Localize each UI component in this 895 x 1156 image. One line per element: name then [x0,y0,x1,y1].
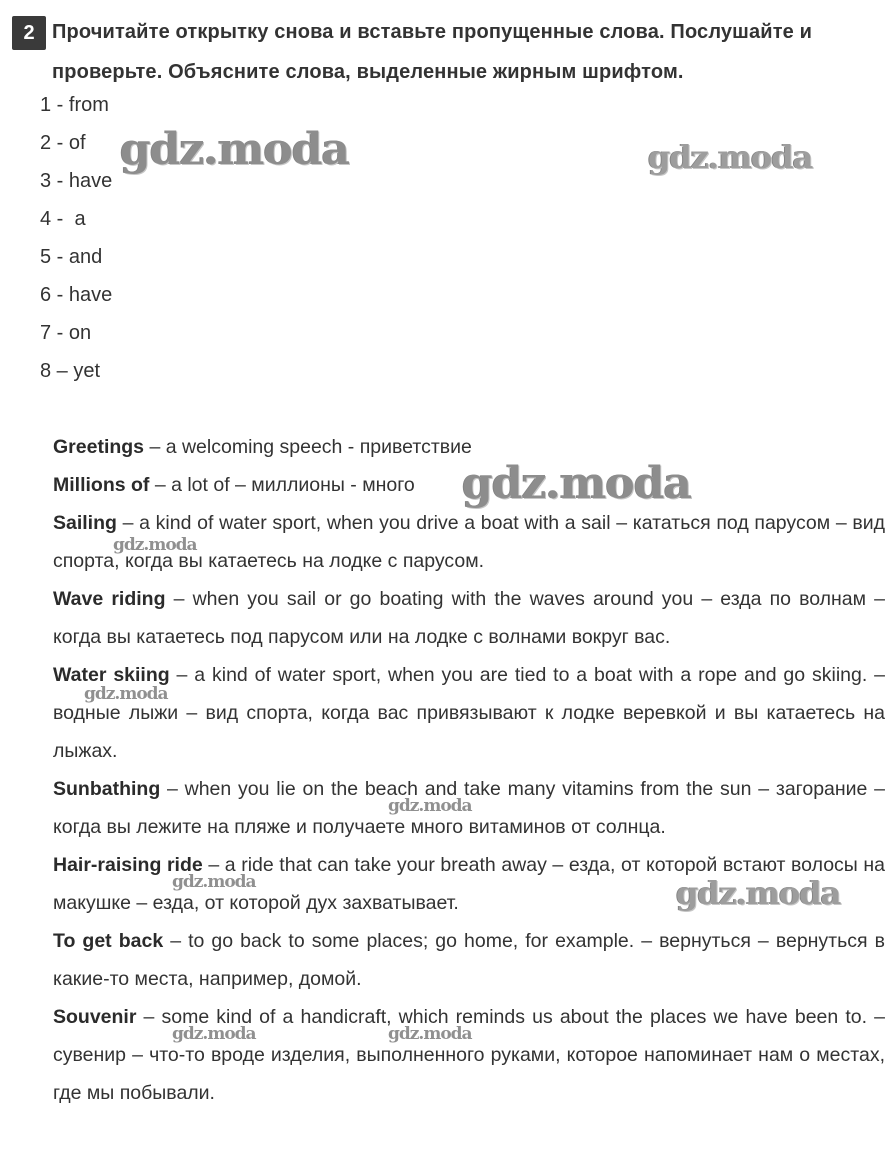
glossary [53,428,885,1112]
answer-item: 5 - and [40,246,103,268]
watermark: gdz.moda [676,874,841,912]
task-instruction: Прочитайте открытку снова и вставьте пропущенные слова. Послушайте и проверьте. Объясните слова, выделенные жирным шрифтом. [52,21,813,83]
glossary-definition: – to go back to some places; go home, for example. – вернуться – вернуться в какие-то места, например, домой. [53,930,885,990]
glossary-definition: – a kind of water sport, when you drive a boat with a sail – кататься под парусом – вид спорта, когда вы катаетесь на лодке с парусом. [53,512,885,572]
watermark: gdz.moda [120,124,350,175]
glossary-term: Millions of [53,474,150,496]
watermark: gdz.moda [172,1024,256,1044]
glossary-term: To get back [53,930,164,952]
glossary-entry [53,922,885,998]
glossary-entry [53,580,885,656]
glossary-entry [53,428,885,466]
watermark: gdz.moda [113,535,197,555]
glossary-term: Wave riding [53,588,166,610]
answer-item: 2 - of [40,132,86,154]
glossary-term: Hair-raising ride [53,854,203,876]
glossary-entry [53,656,885,770]
watermark: gdz.moda [172,872,256,892]
glossary-definition: – when you lie on the beach and take many vitamins from the sun – загорание – когда вы лежите на пляже и получаете много витаминов от солнца. [53,778,885,838]
watermark: gdz.moda [462,458,692,509]
glossary-entry [53,466,885,504]
glossary-entry [53,504,885,580]
task-number-badge: 2 [12,16,46,50]
answer-item: 8 – yet [40,360,101,382]
answer-item: 3 - have [40,170,113,192]
glossary-definition: – a lot of – миллионы - много [149,474,415,496]
glossary-term: Sunbathing [53,778,161,800]
answer-item: 6 - have [40,284,113,306]
glossary-entry [53,770,885,846]
answer-item: 4 - a [40,208,86,230]
glossary-entry [53,846,885,922]
glossary-term: Water skiing [53,664,170,686]
glossary-definition: – a ride that can take your breath away – езда, от которой встают волосы на макушке – езда, от которой дух захватывает. [53,854,886,914]
glossary-entry [53,998,885,1112]
answers-list [40,86,112,390]
watermark: gdz.moda [648,138,813,176]
glossary-term: Greetings [53,436,145,458]
watermark: gdz.moda [388,796,472,816]
glossary-definition: – a kind of water sport, when you are tied to a boat with a rope and go skiing. – водные лыжи – вид спорта, когда вас привязывают к лодке веревкой и вы катаетесь на лыжах. [53,664,885,762]
watermark: gdz.moda [388,1024,472,1044]
glossary-definition: – when you sail or go boating with the waves around you – езда по волнам – когда вы катаетесь под парусом или на лодке с волнами вокруг вас. [53,588,886,648]
answer-item: 1 - from [40,94,109,116]
glossary-definition: – some kind of a handicraft, which reminds us about the places we have been to. – сувенир – что-то вроде изделия, выполненного руками, которое напоминает нам о местах, где мы побывали. [53,1006,885,1104]
glossary-term: Sailing [53,512,117,534]
glossary-definition: – a welcoming speech - приветствие [144,436,472,458]
watermark: gdz.moda [84,684,168,704]
glossary-term: Souvenir [53,1006,137,1028]
answer-item: 7 - on [40,322,92,344]
